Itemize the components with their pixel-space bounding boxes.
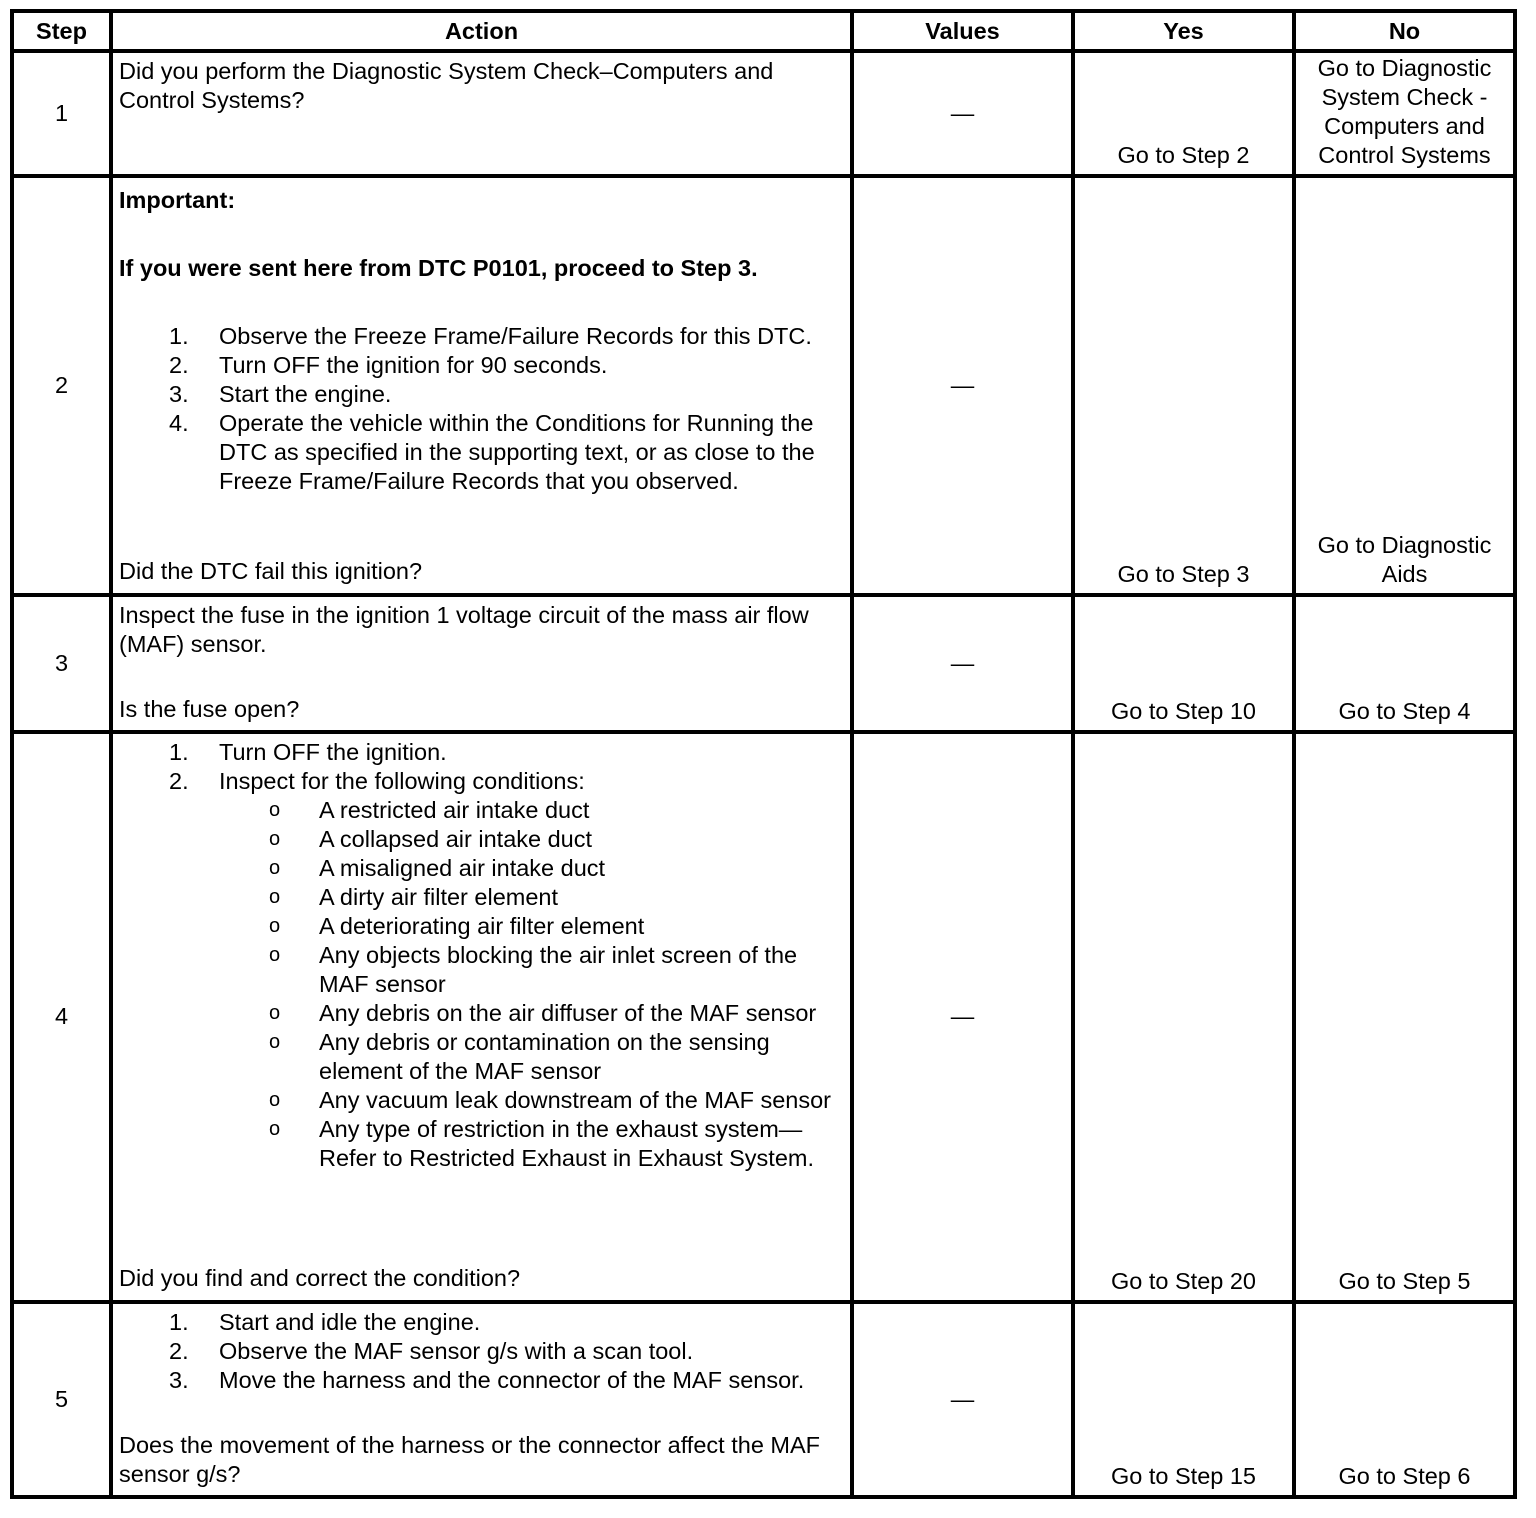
important-label: Important: [119,187,236,214]
procedure-list [119,1308,844,1395]
table-row [12,51,1515,176]
step-number: 2 [12,176,111,595]
action-cell [111,176,852,595]
step-number: 4 [12,732,111,1302]
list-item: o Any type of restriction in the exhaust system—Refer to Restricted Exhaust in Exhaust System. [269,1115,815,1171]
values-cell: — [852,595,1073,732]
header-row [12,11,1515,51]
question-text: Does the movement of the harness or the connector affect the MAF sensor g/s? [119,1431,821,1487]
header-step: Step [12,11,111,51]
yes-cell: Go to Step 3 [1073,176,1294,595]
list-item: 2. Turn OFF the ignition for 90 seconds. [169,352,608,379]
action-text: Did you perform the Diagnostic System Check–Computers and Control Systems? [119,58,774,113]
list-item: o Any vacuum leak downstream of the MAF sensor [269,1086,831,1113]
values-cell: — [852,732,1073,1302]
list-item: 1. Start and idle the engine. [169,1308,481,1335]
action-cell [111,1302,852,1497]
no-cell: Go to Step 6 [1294,1302,1515,1497]
question-text: Did you find and correct the condition? [119,1264,521,1291]
step-number: 5 [12,1302,111,1497]
question-text: Is the fuse open? [119,695,300,722]
diagnostic-table [10,9,1517,1499]
values-cell: — [852,176,1073,595]
question-text: Did the DTC fail this ignition? [119,558,423,585]
procedure-list [119,738,844,796]
list-item: 4. Operate the vehicle within the Conditions for Running the DTC as specified in the supporting text, or as close to the Freeze Frame/Failure Records that you observed. [169,410,815,495]
list-item: 2. Inspect for the following conditions: [169,767,585,794]
action-cell [111,732,852,1302]
list-item: o A collapsed air intake duct [269,825,593,852]
list-item: o A deteriorating air filter element [269,912,645,939]
action-cell [111,595,852,732]
yes-cell: Go to Step 15 [1073,1302,1294,1497]
table-row [12,176,1515,595]
list-item: 1. Observe the Freeze Frame/Failure Records for this DTC. [169,323,812,350]
step-number: 1 [12,51,111,176]
no-cell: Go to Diagnostic Aids [1294,176,1515,595]
values-cell: — [852,1302,1073,1497]
list-item: o A dirty air filter element [269,883,559,910]
list-item: 3. Move the harness and the connector of the MAF sensor. [169,1366,805,1393]
no-cell: Go to Step 5 [1294,732,1515,1302]
list-item: o Any debris on the air diffuser of the MAF sensor [269,999,817,1026]
list-item: 1. Turn OFF the ignition. [169,738,447,765]
conditions-list [119,796,844,1173]
header-no: No [1294,11,1515,51]
table-row [12,1302,1515,1497]
header-action: Action [111,11,852,51]
values-cell: — [852,51,1073,176]
header-values: Values [852,11,1073,51]
list-item: o Any debris or contamination on the sensing element of the MAF sensor [269,1028,770,1084]
no-cell: Go to Step 4 [1294,595,1515,732]
step-number: 3 [12,595,111,732]
important-text: If you were sent here from DTC P0101, proceed to Step 3. [119,255,758,282]
list-item: 2. Observe the MAF sensor g/s with a scan tool. [169,1337,694,1364]
yes-cell: Go to Step 20 [1073,732,1294,1302]
list-item: o Any objects blocking the air inlet screen of the MAF sensor [269,941,798,997]
no-cell: Go to Diagnostic System Check - Computers and Control Systems [1294,51,1515,176]
procedure-list [119,322,844,496]
yes-cell: Go to Step 2 [1073,51,1294,176]
action-text: Inspect the fuse in the ignition 1 voltage circuit of the mass air flow (MAF) sensor. [119,601,809,657]
list-item: 3. Start the engine. [169,381,392,408]
list-item: o A restricted air intake duct [269,796,590,823]
action-cell [111,51,852,176]
yes-cell: Go to Step 10 [1073,595,1294,732]
list-item: o A misaligned air intake duct [269,854,606,881]
table-row [12,595,1515,732]
table-row [12,732,1515,1302]
header-yes: Yes [1073,11,1294,51]
